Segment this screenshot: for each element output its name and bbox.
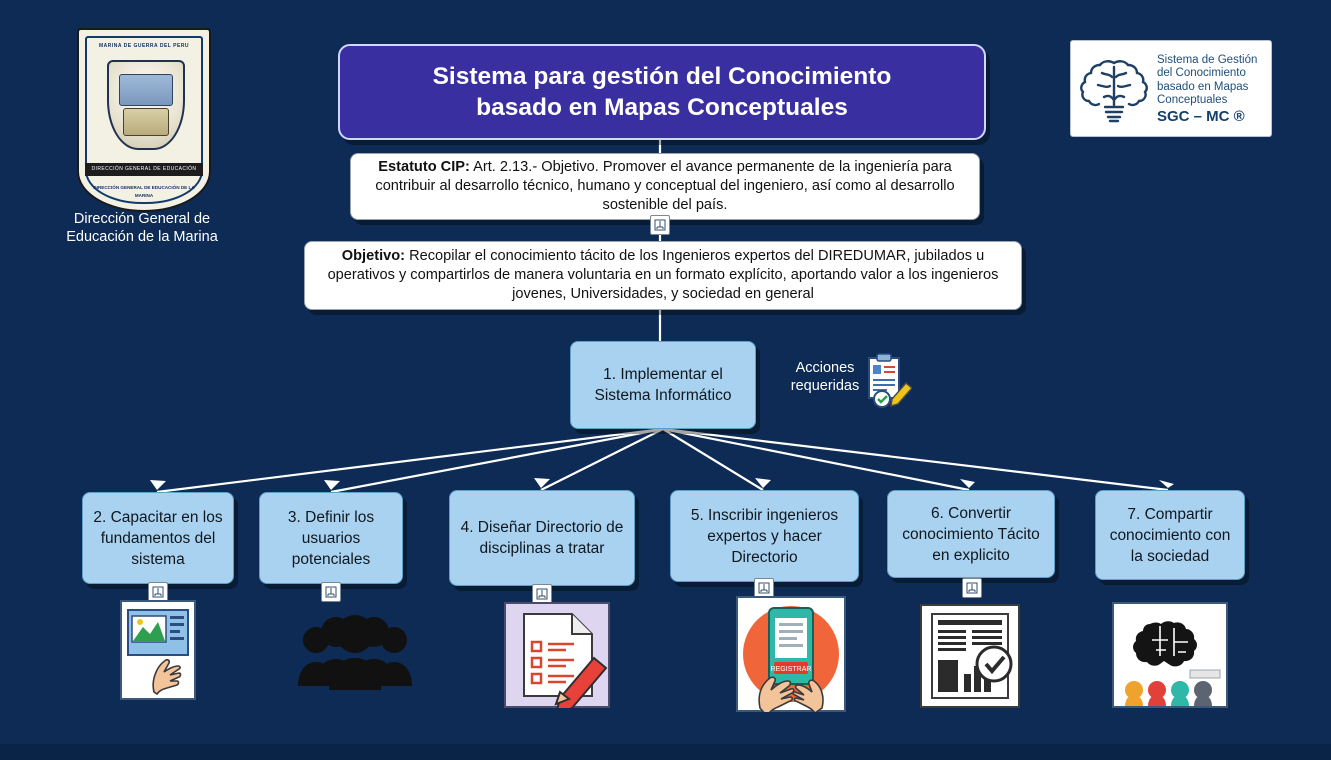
concept-map-node-icon-5	[754, 578, 774, 598]
concept-map-node-icon-3	[321, 582, 341, 602]
estatuto-text: Art. 2.13.- Objetivo. Promover el avance permanente de la ingeniería para contribuir al desarrollo técnico, humano y conceptual del ingeniero, así como al desarrollo sostenible del país.	[375, 159, 955, 213]
node-1-implementar-sistema[interactable]	[570, 341, 756, 429]
svg-text:REGISTRAR: REGISTRAR	[770, 666, 812, 673]
page-title-line2: basado en Mapas Conceptuales	[476, 94, 848, 121]
page-title	[338, 44, 986, 140]
crest-top-band: MARINA DE GUERRA DEL PERU	[98, 43, 190, 49]
node-5-inscribir-expertos[interactable]	[670, 490, 859, 582]
node-7-label: 7. Compartir conocimiento con la sociedad	[1109, 505, 1231, 565]
node-6-label: 6. Convertir conocimiento Tácito en explicito	[902, 504, 1040, 564]
crest-caption	[42, 210, 242, 246]
concept-map-node-icon-6	[962, 578, 982, 598]
concept-map-node-icon-2	[148, 582, 168, 602]
node-4-directorio-disciplinas[interactable]	[449, 490, 635, 586]
brain-share-people-icon	[1112, 602, 1228, 708]
node-6-convertir-conocimiento[interactable]	[887, 490, 1055, 578]
logo-line2: del Conocimiento	[1157, 67, 1246, 80]
training-screen-hand-icon	[120, 600, 196, 700]
register-mobile-hands-icon	[736, 596, 846, 712]
node-5-label: 5. Inscribir ingenieros expertos y hacer Directorio	[690, 506, 839, 566]
page-title-line1: Sistema para gestión del Conocimiento	[432, 63, 892, 90]
objetivo-text: Recopilar el conocimiento tácito de los Ingenieros expertos del DIREDUMAR, jubilados u operativos y compartirlos de manera voluntaria en un formato explícito, aportando valor a los ingenieros jovenes, Universidades, y sociedad en general	[327, 248, 999, 302]
acciones-line1: Acciones	[795, 360, 855, 376]
crest-shield	[107, 60, 185, 150]
crest-banner: DIRECCIÓN GENERAL DE EDUCACIÓN	[85, 163, 203, 176]
node-2-capacitar[interactable]	[82, 492, 234, 584]
node-7-compartir-conocimiento[interactable]	[1095, 490, 1245, 580]
node-1-label: 1. Implementar el Sistema Informático	[594, 366, 732, 404]
node-2-label: 2. Capacitar en los fundamentos del sistema	[93, 508, 223, 568]
document-check-icon	[920, 604, 1020, 708]
users-group-icon	[296, 612, 414, 692]
estatuto-cip-box	[350, 153, 980, 220]
acciones-line2: requeridas	[790, 378, 860, 394]
concept-map-node-icon	[650, 215, 670, 235]
crest-caption-line1: Dirección General de	[73, 211, 211, 227]
logo-line1: Sistema de Gestión	[1157, 53, 1258, 66]
checklist-pencil-icon	[504, 602, 610, 708]
logo-line3: basado en Mapas	[1157, 80, 1249, 93]
crest-bottom-band: DIRECCIÓN GENERAL DE EDUCACIÓN DE LA MARINA	[93, 185, 195, 198]
node-4-label: 4. Diseñar Directorio de disciplinas a tratar	[460, 519, 624, 557]
footer-bar	[0, 744, 1331, 760]
brain-bulb-icon	[1071, 46, 1157, 132]
estatuto-label: Estatuto CIP:	[378, 159, 470, 175]
sgc-mc-logo	[1070, 40, 1272, 137]
node-3-usuarios[interactable]	[259, 492, 403, 584]
acciones-requeridas-label	[782, 359, 868, 395]
clipboard-pencil-icon	[866, 353, 912, 409]
concept-map-node-icon-4	[532, 584, 552, 604]
logo-acronym: SGC – MC ®	[1157, 107, 1245, 125]
objetivo-label: Objetivo:	[341, 248, 406, 264]
logo-line4: Conceptuales	[1157, 94, 1228, 107]
objetivo-box	[304, 241, 1022, 310]
crest-emblem	[77, 28, 211, 212]
logo-text	[1157, 54, 1263, 124]
node-3-label: 3. Definir los usuarios potenciales	[287, 508, 375, 568]
crest-caption-line2: Educación de la Marina	[66, 229, 218, 245]
